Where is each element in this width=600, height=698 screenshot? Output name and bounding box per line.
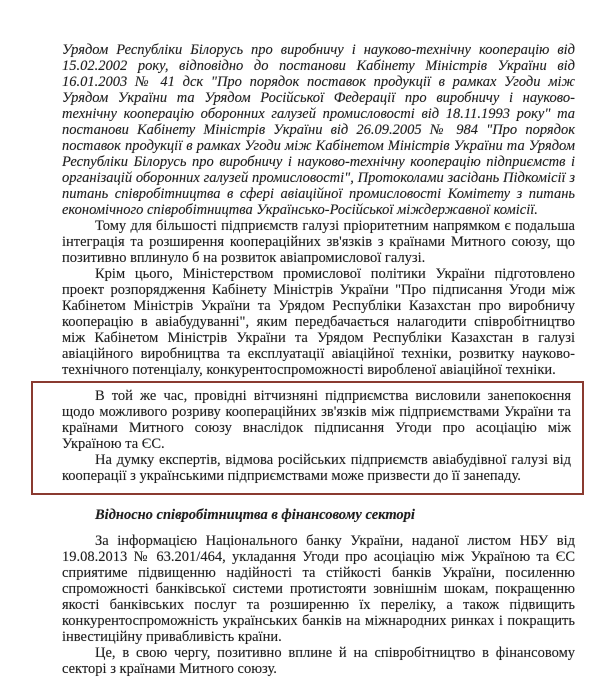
red-highlight-box (31, 381, 584, 495)
section-heading-financial-sector: Відносно співробітництва в фінансовому секторі (95, 507, 415, 523)
paragraph-integration-priority: Тому для більшості підприємств галузі пріоритетним напрямком є подальша інтеграція та розширення коопераційних зв'язків з країнами Митного союзу, що позитивно вплинуло б на розвиток авіапромислової галузі. (62, 218, 575, 266)
paragraph-cooperation-agreements: Урядом Республіки Білорусь про виробничу і науково-технічну кооперацію від 15.02.2002 року, відповідно до постанови Кабінету Міністрів України від 16.01.2003 № 41 дск "Про порядок поставок продукції в рамках Угоди між Урядом України та Урядом Російської Федерації про виробничу і науково-технічну кооперацію оборонних галузей промисловості від 18.11.1993 року" та постанови Кабінету Міністрів України від 26.09.2005 № 984 "Про порядок поставок продукції в рамках Угоди між Кабінетом Міністрів України та Урядом Республіки Білорусь про виробничу і науково-технічну кооперацію підприємств і організацій оборонних галузей промисловості", Протоколами засідань Підкомісії з питань співробітництва в сфері авіаційної промисловості Комітету з питань економічного співробітництва Українсько-Російської міждержавної комісії. (62, 42, 575, 218)
document-text-column (62, 42, 575, 677)
paragraph-experts-opinion: На думку експертів, відмова російських підприємств авіабудівної галузі від кооперації з українськими підприємствами може призвести до її занепаду. (62, 452, 571, 484)
paragraph-financial-cooperation-conclusion: Це, в свою чергу, позитивно вплине й на співробітництво в фінансовому секторі з країнами Митного союзу. (62, 645, 575, 677)
paragraph-nbu-information: За інформацією Національного банку України, наданої листом НБУ від 19.08.2013 № 63.201/464, укладання Угоди про асоціацію між Україною та ЄС сприятиме підвищенню надійності та стійкості банків України, посиленню спроможності банківської системи протистояти зовнішнім шокам, покращенню якості банківських послуг та розширенню їх переліку, а також підвищить конкурентоспроможність українських банків на міжнародних ринках і покращить інвестиційну привабливість країни. (62, 533, 575, 645)
paragraph-enterprises-concern: В той же час, провідні вітчизняні підприємства висловили занепокоєння щодо можливого розриву коопераційних зв'язків між підприємствами України та країнами Митного союзу внаслідок підписання Угоди про асоціацію між Україною та ЄС. (62, 388, 571, 452)
paragraph-kazakhstan-agreement: Крім цього, Міністерством промислової політики України підготовлено проект розпорядження Кабінету Міністрів України "Про підписання Угоди між Кабінетом Міністрів України та Урядом Республіки Казахстан про виробничу кооперацію в авіабудуванні", яким передбачається налагодити співробітництво між Кабінетом Міністрів України та Урядом Республіки Казахстан в галузі авіаційного виробництва та експлуатації авіаційної техніки, розвитку науково-технічного потенціалу, конкурентоспроможності виробленої авіаційної техніки. (62, 266, 575, 378)
